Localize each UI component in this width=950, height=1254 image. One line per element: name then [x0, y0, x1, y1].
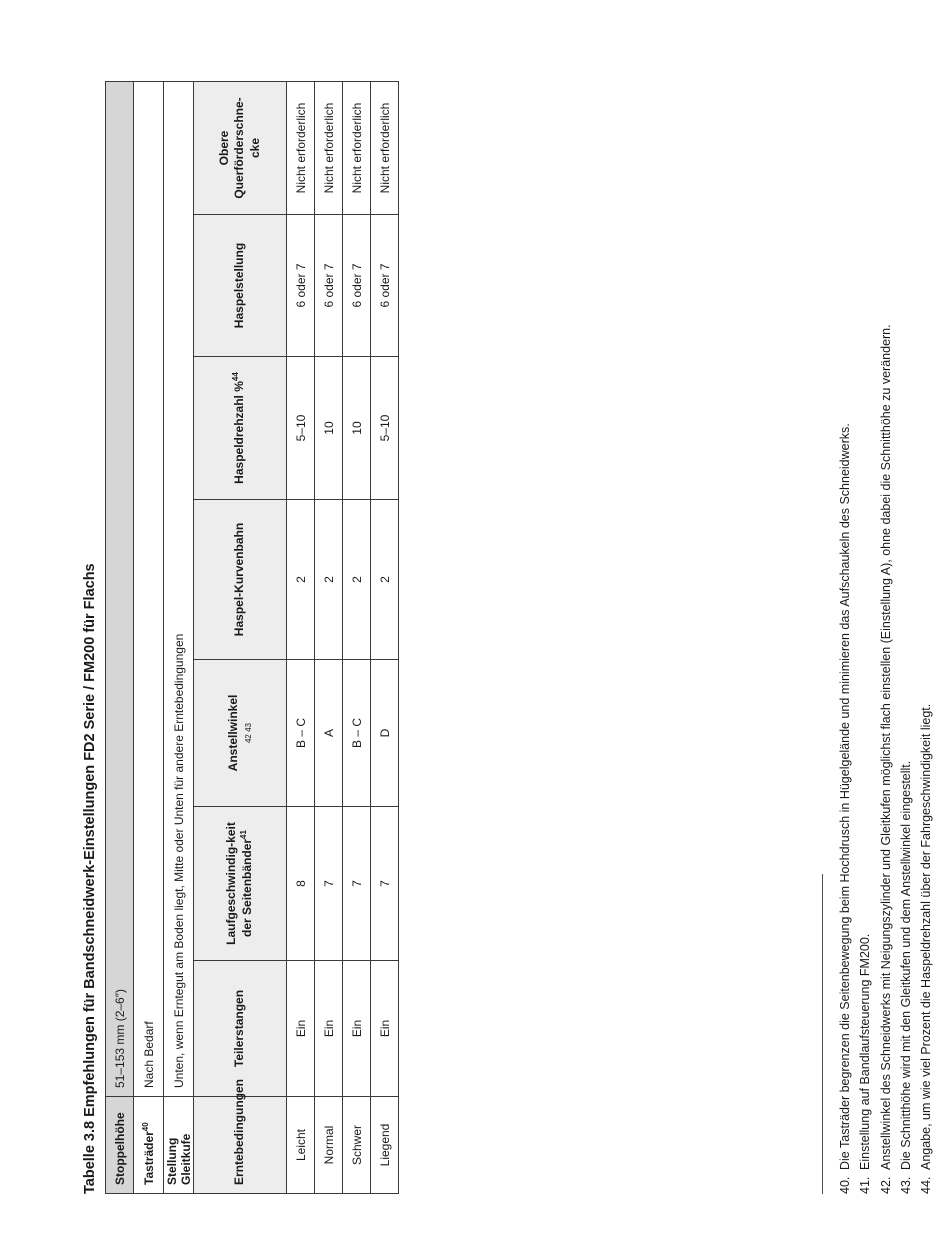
- footnote-text: Anstellwinkel des Schneidwerks mit Neigungszylinder und Gleitkufen möglichst flach einstellen (Einstellung A), ohne dabei die Schnitthöhe zu verändern.: [878, 324, 893, 1170]
- footnote-40: [835, 324, 855, 1194]
- cell-stellung: 6 oder 7: [343, 215, 371, 357]
- cell-speed: 7: [315, 807, 343, 961]
- table-row-liegend: [371, 81, 399, 1193]
- cell-stellung: 6 oder 7: [315, 215, 343, 357]
- cell-speed: 7: [343, 807, 371, 961]
- label-tastraeder: [134, 1097, 164, 1194]
- header-haspeldrehzahl-text: Haspeldrehzahl %: [232, 381, 247, 484]
- row-tastraeder: [134, 81, 164, 1193]
- header-kurvenbahn: Haspel-Kurvenbahn: [194, 500, 287, 660]
- footnote-ref-44: 44: [231, 372, 241, 382]
- header-erntebedingungen: Erntebedingungen: [194, 1097, 287, 1194]
- cell-speed: 8: [287, 807, 315, 961]
- footnote-text: Die Tasträder begrenzen die Seitenbewegung beim Hochdrusch in Hügelgelände und minimieren das Aufschaukeln des Schneidwerks.: [838, 423, 852, 1170]
- cell-teiler: Ein: [343, 961, 371, 1097]
- footnote-ref-40: 40: [140, 1122, 150, 1132]
- cell-teiler: Ein: [315, 961, 343, 1097]
- footnote-42: [876, 324, 896, 1194]
- footnote-number: 41.: [858, 1176, 873, 1194]
- footnote-divider: [822, 874, 823, 1194]
- cell-kurve: 2: [343, 500, 371, 660]
- cell-querfoerder: Nicht erforderlich: [287, 81, 315, 214]
- label-stoppelhoehe: Stoppelhöhe: [106, 1097, 134, 1194]
- header-anstellwinkel-text: Anstellwinkel: [226, 694, 240, 772]
- table-row-schwer: [343, 81, 371, 1193]
- footnote-text: Einstellung auf Bandlaufsteuerung FM200.: [858, 933, 873, 1170]
- header-querfoerder: Obere Querförderschne-cke: [194, 81, 287, 214]
- table-row-leicht: [287, 81, 315, 1193]
- footnotes: [835, 324, 936, 1194]
- cell-condition: Leicht: [287, 1097, 315, 1194]
- header-laufgeschwindigkeit-text: Laufgeschwindig-keit der Seitenbänder: [224, 822, 254, 945]
- cell-winkel: A: [315, 660, 343, 807]
- cell-condition: Schwer: [343, 1097, 371, 1194]
- cell-querfoerder: Nicht erforderlich: [371, 81, 399, 214]
- cell-drehzahl: 10: [343, 357, 371, 500]
- column-header-row: [194, 81, 287, 1193]
- cell-querfoerder: Nicht erforderlich: [343, 81, 371, 214]
- footnote-43: [896, 324, 916, 1194]
- cell-drehzahl: 5–10: [287, 357, 315, 500]
- cell-kurve: 2: [287, 500, 315, 660]
- cell-teiler: Ein: [287, 961, 315, 1097]
- cell-querfoerder: Nicht erforderlich: [315, 81, 343, 214]
- footnote-number: 42.: [878, 1176, 893, 1194]
- footnote-text: Die Schnitthöhe wird mit den Gleitkufen und dem Anstellwinkel eingestellt.: [898, 760, 913, 1170]
- footnote-ref-41: 41: [239, 830, 248, 839]
- cell-teiler: Ein: [371, 961, 399, 1097]
- value-tastraeder: Nach Bedarf: [134, 81, 164, 1096]
- footnote-ref-42-43: 42 43: [243, 722, 253, 744]
- cell-stellung: 6 oder 7: [287, 215, 315, 357]
- header-anstellwinkel: [194, 660, 287, 807]
- cell-drehzahl: 5–10: [371, 357, 399, 500]
- settings-table: [105, 81, 399, 1194]
- cell-winkel: D: [371, 660, 399, 807]
- cell-speed: 7: [371, 807, 399, 961]
- row-stellung-gleitkufe: [164, 81, 194, 1193]
- header-teilerstangen: Teilerstangen: [194, 961, 287, 1097]
- cell-drehzahl: 10: [315, 357, 343, 500]
- footnote-41: [855, 324, 875, 1194]
- footnote-number: 43.: [898, 1176, 913, 1194]
- cell-condition: Normal: [315, 1097, 343, 1194]
- cell-winkel: B – C: [343, 660, 371, 807]
- footnote-number: 40.: [838, 1176, 852, 1194]
- footnote-text: Angabe, um wie viel Prozent die Haspeldrehzahl über der Fahrgeschwindigkeit liegt.: [919, 703, 934, 1170]
- value-stoppelhoehe: 51–153 mm (2–6″): [106, 81, 134, 1096]
- footnote-number: 44.: [919, 1176, 934, 1194]
- label-tastraeder-text: Tasträder: [141, 1131, 156, 1185]
- table-caption: Tabelle 3.8 Empfehlungen für Bandschneidwerk-Einstellungen FD2 Serie / FM200 für Flachs: [82, 563, 98, 1194]
- cell-kurve: 2: [315, 500, 343, 660]
- table-row-normal: [315, 81, 343, 1193]
- cell-winkel: B – C: [287, 660, 315, 807]
- row-stoppelhoehe: [106, 81, 134, 1193]
- value-stellung-gleitkufe: Unten, wenn Erntegut am Boden liegt, Mitte oder Unten für andere Erntebedingungen: [164, 81, 194, 1096]
- cell-kurve: 2: [371, 500, 399, 660]
- header-haspelstellung: Haspelstellung: [194, 215, 287, 357]
- label-stellung-gleitkufe: Stellung Gleitkufe: [164, 1097, 194, 1194]
- header-laufgeschwindigkeit: [194, 807, 287, 961]
- cell-stellung: 6 oder 7: [371, 215, 399, 357]
- cell-condition: Liegend: [371, 1097, 399, 1194]
- header-haspeldrehzahl: [194, 357, 287, 500]
- footnote-44: [916, 324, 936, 1194]
